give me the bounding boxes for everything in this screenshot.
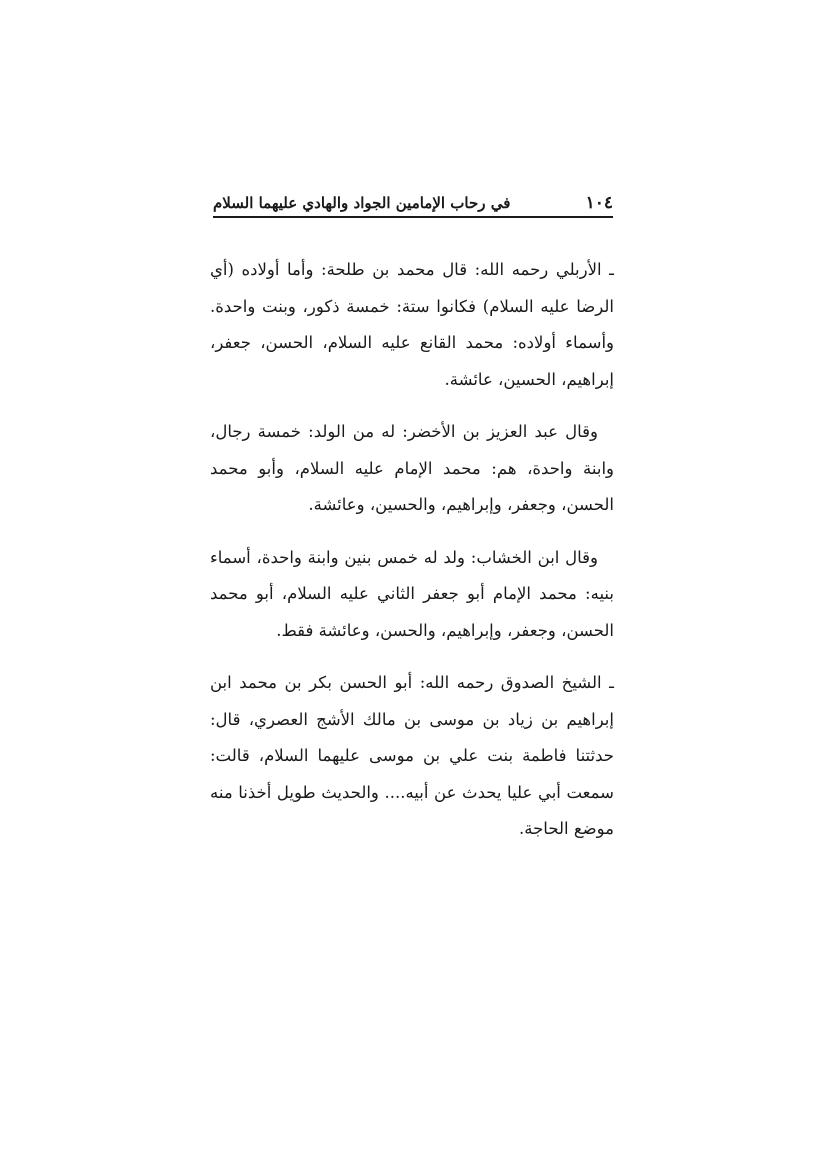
page-number: ١٠٤	[585, 193, 613, 213]
paragraph-saduq: ـ الشيخ الصدوق رحمه الله: أبو الحسن بكر بن محمد ابن إبراهيم بن زياد بن موسى بن مالك الأشج العصري، قال: حدثتنا فاطمة بنت علي بن موسى عليهما السلام، قالت: سمعت أبي عليا يحدث عن أبيه.... والحديث طويل أخذنا منه موضع الحاجة.	[210, 673, 614, 838]
paragraph-arbili: ـ الأربلي رحمه الله: قال محمد بن طلحة: وأما أولاده (أي الرضا عليه السلام) فكانوا ستة: خمسة ذكور، وبنت واحدة. وأسماء أولاده: محمد القانع عليه السلام، الحسن، جعفر، إبراهيم، الحسين، عائشة.	[210, 260, 614, 389]
body-text	[210, 252, 614, 864]
paragraph-ibn-khashab: وقال ابن الخشاب: ولد له خمس بنين وابنة واحدة، أسماء بنيه: محمد الإمام أبو جعفر الثاني عليه السلام، أبو محمد الحسن، وجعفر، وإبراهيم، والحسن، وعائشة فقط.	[210, 547, 614, 640]
book-title: في رحاب الإمامين الجواد والهادي عليهما السلام	[213, 194, 511, 212]
running-header	[213, 188, 613, 216]
header-divider	[213, 216, 613, 218]
paragraph-abdulaziz: وقال عبد العزيز بن الأخضر: له من الولد: خمسة رجال، وابنة واحدة، هم: محمد الإمام عليه السلام، وأبو محمد الحسن، وجعفر، وإبراهيم، والحسين، وعائشة.	[210, 422, 614, 514]
